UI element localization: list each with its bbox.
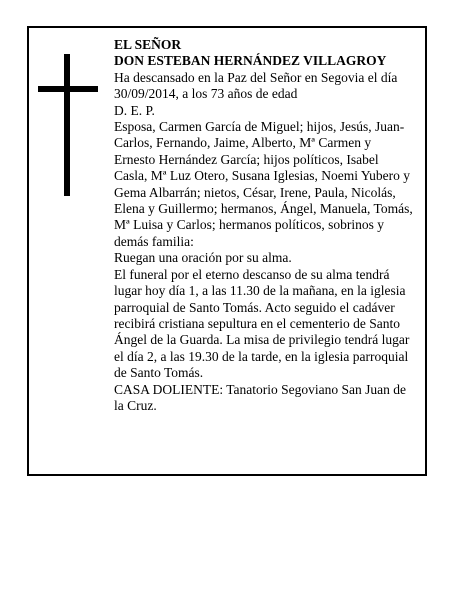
prayer-request: Ruegan una oración por su alma.: [114, 250, 292, 266]
family-list: Esposa, Carmen García de Miguel; hijos, Jesús, Juan-Carlos, Fernando, Jaime, Alberto, Mª Carmen y Ernesto Hernández García; hijos políticos, Isabel Casla, Mª Luz Otero, Susana Iglesias, Noemi Yubero y Gema Albarrán; nietos, César, Irene, Paula, Nicolás, Elena y Guillermo; hermanos, Ángel, Manuela, Tomás, Mª Luisa y Carlos; hermanos políticos, sobrinos y demás familia:: [114, 119, 413, 249]
deceased-name: DON ESTEBAN HERNÁNDEZ VILLAGROY: [114, 53, 387, 69]
rip-abbreviation: D. E. P.: [114, 102, 155, 118]
cross-vertical-bar: [64, 54, 70, 196]
cross-horizontal-bar: [38, 86, 98, 92]
cross-icon: [38, 54, 98, 196]
obituary-text: [114, 37, 414, 414]
mourning-house: CASA DOLIENTE: Tanatorio Segoviano San Juan de la Cruz.: [114, 381, 407, 413]
death-statement: Ha descansado en la Paz del Señor en Segovia el día 30/09/2014, a los 73 años de edad: [114, 69, 398, 102]
title-line-1: EL SEÑOR: [114, 37, 182, 52]
funeral-info: El funeral por el eterno descanso de su alma tendrá lugar hoy día 1, a las 11.30 de la mañana, en la iglesia parroquial de Santo Tomás. Acto seguido el cadáver recibirá cristiana sepultura en el cementerio de Santo Ángel de la Guarda. La misa de privilegio tendrá lugar el día 2, a las 19.30 de la tarde, en la iglesia parroquial de Santo Tomás.: [114, 266, 410, 381]
